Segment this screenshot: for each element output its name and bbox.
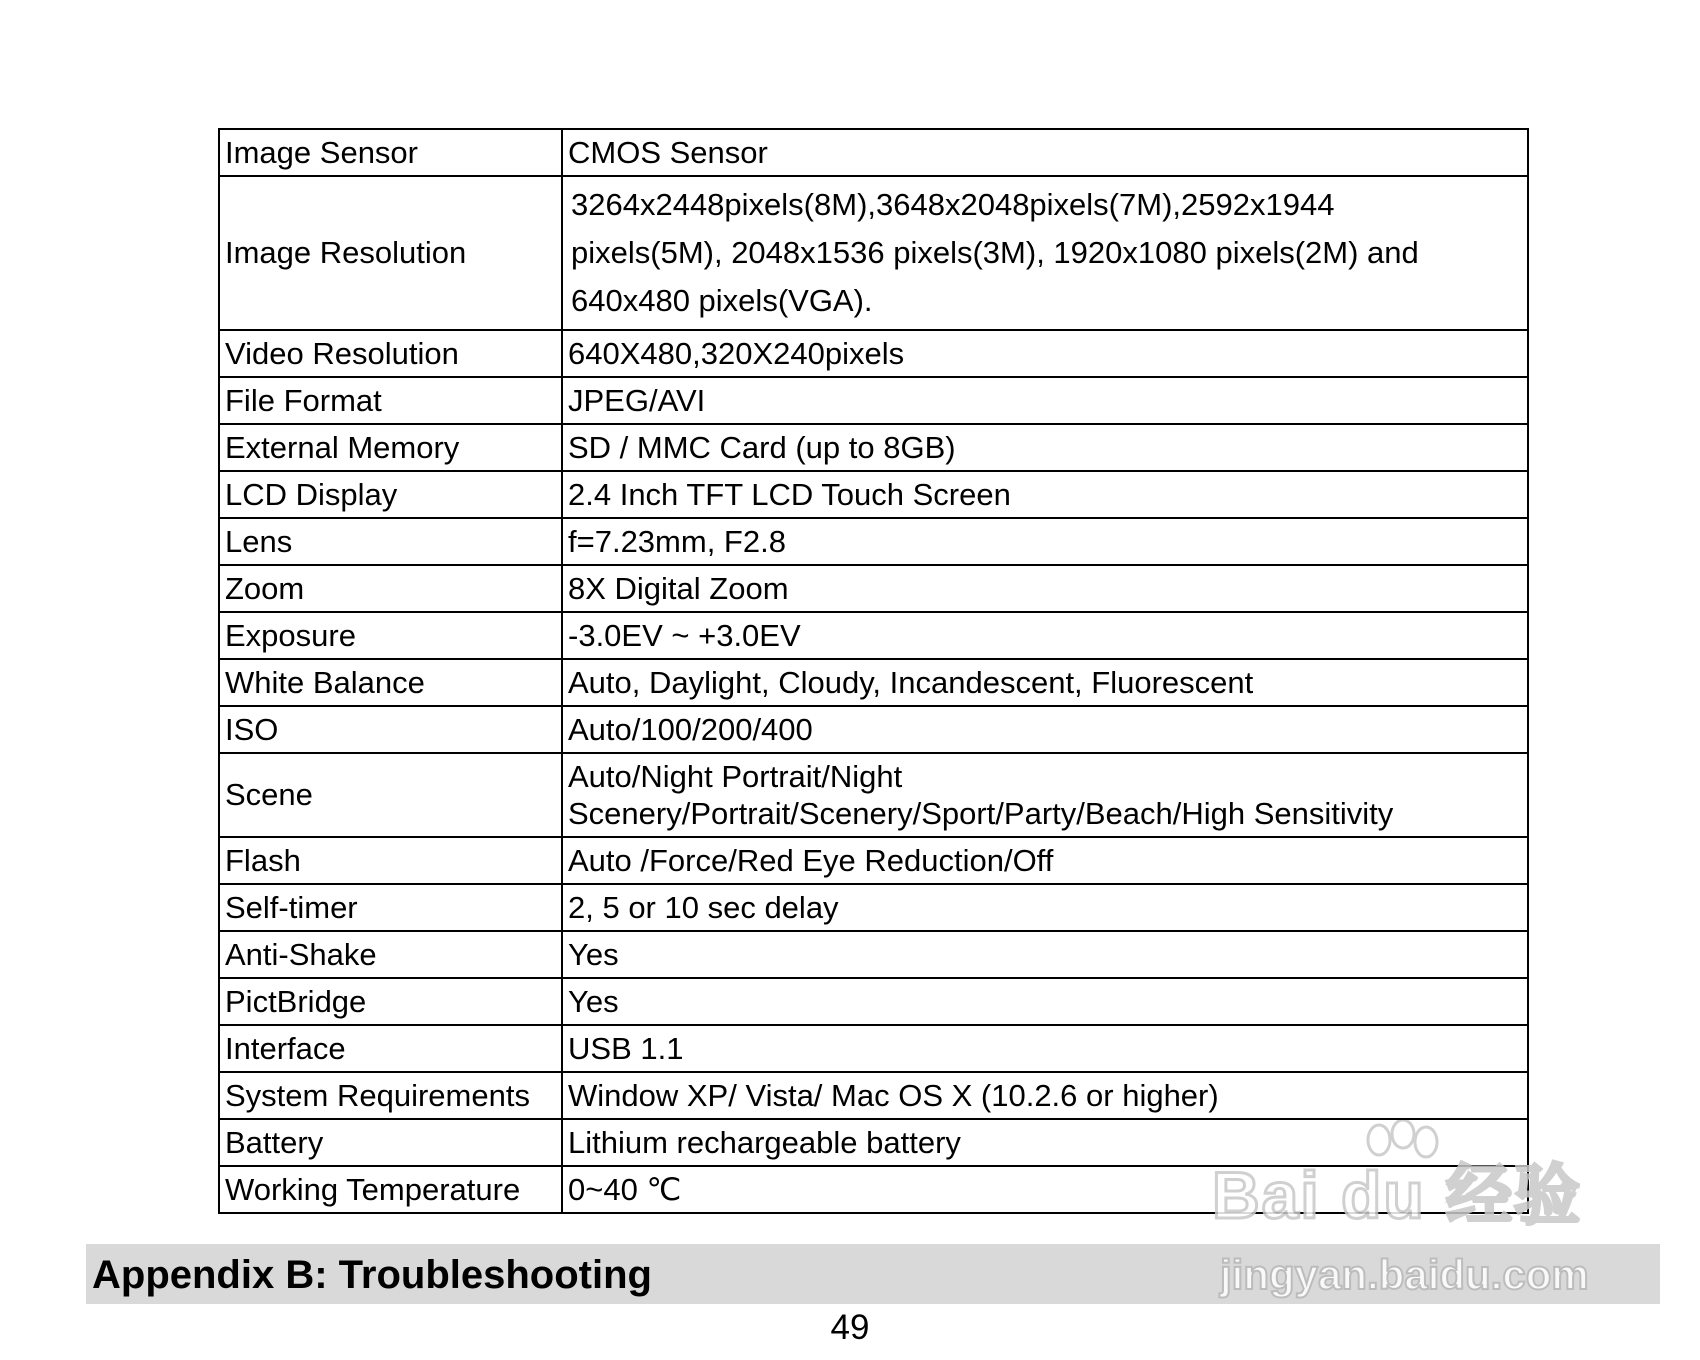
spec-value: Auto, Daylight, Cloudy, Incandescent, Fluorescent	[562, 659, 1528, 706]
spec-label: Anti-Shake	[219, 931, 562, 978]
spec-value: SD / MMC Card (up to 8GB)	[562, 424, 1528, 471]
watermark-url: jingyan.baidu.com	[1220, 1251, 1589, 1298]
table-row	[219, 1025, 1528, 1072]
spec-value: Yes	[562, 931, 1528, 978]
table-row	[219, 659, 1528, 706]
spec-value: USB 1.1	[562, 1025, 1528, 1072]
spec-label: Video Resolution	[219, 330, 562, 377]
spec-label: Battery	[219, 1119, 562, 1166]
spec-value: Window XP/ Vista/ Mac OS X (10.2.6 or higher)	[562, 1072, 1528, 1119]
table-row	[219, 837, 1528, 884]
spec-label: File Format	[219, 377, 562, 424]
watermark-brand: Bai du 经验	[1212, 1158, 1583, 1232]
spec-label: System Requirements	[219, 1072, 562, 1119]
spec-value: JPEG/AVI	[562, 377, 1528, 424]
spec-value: 2.4 Inch TFT LCD Touch Screen	[562, 471, 1528, 518]
table-row	[219, 612, 1528, 659]
spec-value-line: Auto/Night Portrait/Night	[568, 759, 903, 794]
spec-value: 0~40 ℃	[562, 1166, 1528, 1213]
table-row	[219, 424, 1528, 471]
spec-value: Auto /Force/Red Eye Reduction/Off	[562, 837, 1528, 884]
spec-value-line: Scenery/Portrait/Scenery/Sport/Party/Beach/High Sensitivity	[568, 796, 1394, 831]
table-row	[219, 753, 1528, 837]
table-row	[219, 176, 1528, 330]
spec-label: Exposure	[219, 612, 562, 659]
spec-value: 2, 5 or 10 sec delay	[562, 884, 1528, 931]
spec-value: 640X480,320X240pixels	[562, 330, 1528, 377]
spec-value: Yes	[562, 978, 1528, 1025]
spec-label: Working Temperature	[219, 1166, 562, 1213]
spec-value: -3.0EV ~ +3.0EV	[562, 612, 1528, 659]
table-row	[219, 518, 1528, 565]
spec-label: Self-timer	[219, 884, 562, 931]
spec-label: Scene	[219, 753, 562, 837]
table-row	[219, 377, 1528, 424]
table-row	[219, 471, 1528, 518]
spec-label: Zoom	[219, 565, 562, 612]
table-row	[219, 129, 1528, 176]
spec-label: Image Sensor	[219, 129, 562, 176]
spec-table	[218, 128, 1529, 1214]
spec-value-line: 3264x2448pixels(8M),3648x2048pixels(7M),2592x1944	[571, 187, 1335, 222]
spec-table-body	[219, 129, 1528, 1213]
spec-label: Flash	[219, 837, 562, 884]
spec-label: PictBridge	[219, 978, 562, 1025]
spec-value: f=7.23mm, F2.8	[562, 518, 1528, 565]
spec-value-line: 640x480 pixels(VGA).	[571, 283, 873, 318]
table-row	[219, 565, 1528, 612]
spec-value	[562, 176, 1528, 330]
table-row	[219, 1072, 1528, 1119]
spec-label: ISO	[219, 706, 562, 753]
baidu-watermark	[1212, 1120, 1612, 1300]
spec-value: Lithium rechargeable battery	[562, 1119, 1528, 1166]
spec-value	[562, 753, 1528, 837]
table-row	[219, 330, 1528, 377]
spec-value: 8X Digital Zoom	[562, 565, 1528, 612]
spec-label: External Memory	[219, 424, 562, 471]
table-row	[219, 931, 1528, 978]
spec-label: White Balance	[219, 659, 562, 706]
section-title: Appendix B: Troubleshooting	[92, 1253, 652, 1297]
spec-label: LCD Display	[219, 471, 562, 518]
spec-value: CMOS Sensor	[562, 129, 1528, 176]
spec-value: Auto/100/200/400	[562, 706, 1528, 753]
spec-label: Interface	[219, 1025, 562, 1072]
page-number: 49	[830, 1308, 870, 1347]
table-row	[219, 884, 1528, 931]
spec-value-line: pixels(5M), 2048x1536 pixels(3M), 1920x1080 pixels(2M) and	[571, 235, 1419, 270]
table-row	[219, 978, 1528, 1025]
spec-label: Lens	[219, 518, 562, 565]
table-row	[219, 706, 1528, 753]
spec-label: Image Resolution	[219, 176, 562, 330]
